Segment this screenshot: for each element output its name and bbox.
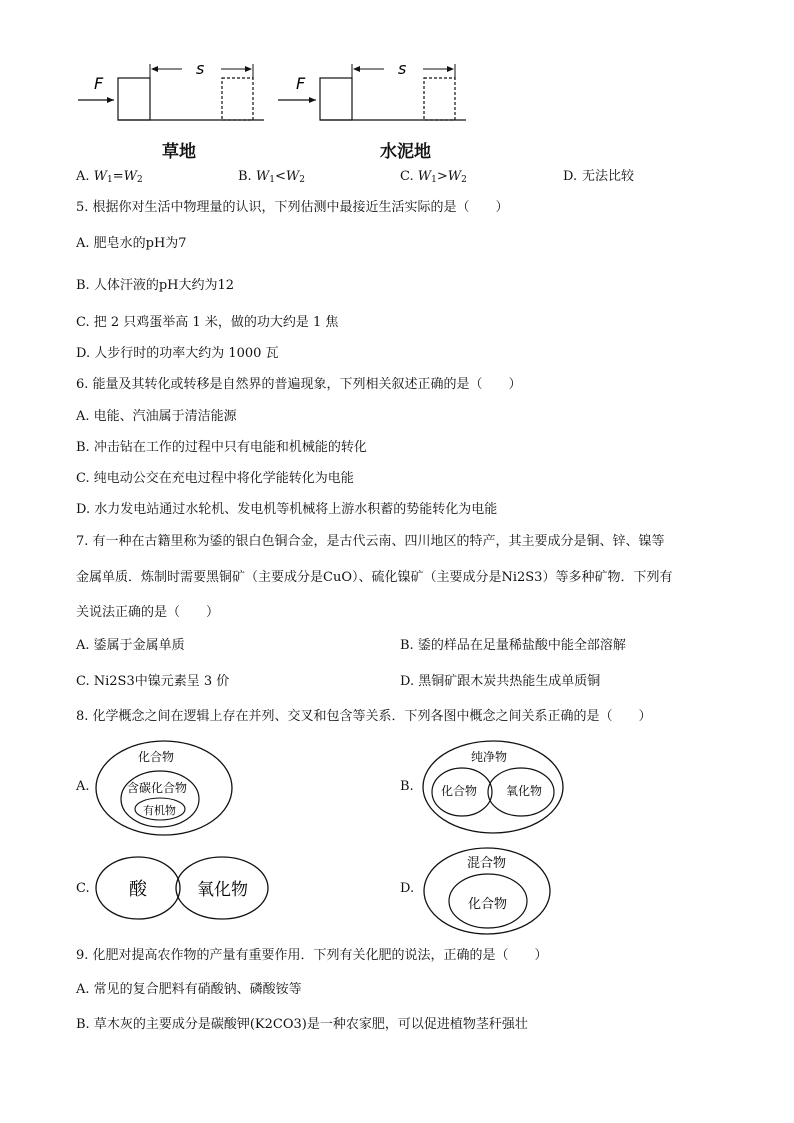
q8-a-label: A.	[76, 779, 90, 794]
q9-option-b: B. 草木灰的主要成分是碳酸钾(K2CO3)是一种农家肥，可以促进植物茎秆强壮	[76, 1017, 528, 1032]
distance-label-left: s	[196, 59, 205, 78]
q7-line1: 7. 有一种在古籍里称为鋈的银白色铜合金，是古代云南、四川地区的特产，其主要成分是铜、锌、镍等	[76, 534, 665, 549]
q7-option-a: A. 鋈属于金属单质	[76, 638, 185, 653]
q6-option-a: A. 电能、汽油属于清洁能源	[76, 409, 237, 424]
q4-option-a: A. $W_1=W_2$	[76, 169, 143, 185]
q8-b-right: 氧化物	[506, 784, 543, 798]
q8-c-left: 酸	[129, 879, 147, 900]
q5-option-a: A. 肥皂水的pH为7	[76, 236, 187, 251]
q8-b-outer: 纯净物	[471, 750, 508, 764]
force-label-right: F	[296, 74, 306, 93]
q8-a-outer: 化合物	[138, 750, 175, 764]
q8-diagram-c	[94, 855, 270, 921]
q6-option-d: D. 水力发电站通过水轮机、发电机等机械将上游水积蓄的势能转化为电能	[76, 502, 498, 517]
q6-option-c: C. 纯电动公交在充电过程中将化学能转化为电能	[76, 471, 354, 486]
q9-option-a: A. 常见的复合肥料有硝酸钠、磷酸铵等	[76, 982, 302, 997]
q8-b-left: 化合物	[441, 784, 478, 798]
q9-stem: 9. 化肥对提高农作物的产量有重要作用．下列有关化肥的说法，正确的是（ ）	[76, 948, 548, 963]
q8-d-label: D.	[400, 881, 415, 896]
q8-diagram-a	[94, 738, 236, 838]
q8-d-outer: 混合物	[467, 856, 507, 871]
q7-option-d: D. 黑铜矿跟木炭共热能生成单质铜	[400, 674, 601, 689]
q5-option-b: B. 人体汗液的pH大约为12	[76, 278, 235, 293]
caption-grass: 草地	[162, 142, 196, 162]
q8-a-middle: 含碳化合物	[127, 781, 188, 795]
q8-d-inner: 化合物	[468, 897, 508, 912]
q7-option-b: B. 鋈的样品在足量稀盐酸中能全部溶解	[400, 638, 626, 653]
q4-option-c: C. $W_1>W_2$	[400, 169, 467, 185]
q8-b-label: B.	[400, 779, 414, 794]
q8-diagram-d	[421, 845, 553, 937]
q4-option-d-label: D.	[563, 169, 578, 184]
q5-option-d: D. 人步行时的功率大约为 1000 瓦	[76, 346, 279, 361]
work-comparison-figure-right	[272, 58, 482, 130]
q8-a-inner: 有机物	[143, 804, 176, 817]
q4-option-d: 无法比较	[582, 169, 635, 184]
q7-line2: 金属单质．炼制时需要黑铜矿（主要成分是CuO）、硫化镍矿（主要成分是Ni2S3）等多种矿物．下列有	[76, 570, 673, 585]
q7-option-c: C. Ni2S3中镍元素呈 3 价	[76, 674, 230, 689]
distance-label-right: s	[398, 59, 407, 78]
q6-option-b: B. 冲击钻在工作的过程中只有电能和机械能的转化	[76, 440, 367, 455]
q6-stem: 6. 能量及其转化或转移是自然界的普遍现象，下列相关叙述正确的是（ ）	[76, 377, 522, 392]
force-label-left: F	[94, 74, 104, 93]
q8-c-label: C.	[76, 881, 90, 896]
q4-option-b: B. $W_1<W_2$	[238, 169, 305, 185]
q5-stem: 5. 根据你对生活中物理量的认识，下列估测中最接近生活实际的是（ ）	[76, 200, 509, 215]
q7-line3: 关说法正确的是（ ）	[76, 605, 220, 620]
q5-option-c: C. 把 2 只鸡蛋举高 1 米，做的功大约是 1 焦	[76, 315, 339, 330]
q8-c-right: 氧化物	[197, 880, 248, 900]
caption-cement: 水泥地	[380, 142, 431, 162]
q8-stem: 8. 化学概念之间在逻辑上存在并列、交叉和包含等关系．下列各图中概念之间关系正确的是（ ）	[76, 709, 652, 724]
work-comparison-figure	[70, 58, 280, 130]
q8-diagram-b	[420, 738, 570, 836]
